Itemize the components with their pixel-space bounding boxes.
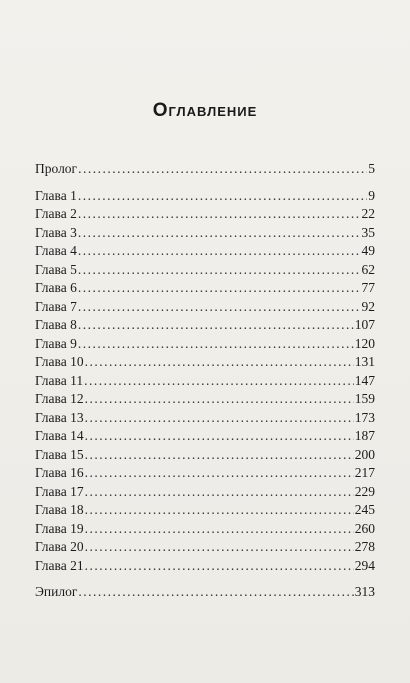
toc-entry-chapter	[35, 279, 375, 298]
toc-entry-page: 147	[354, 372, 375, 388]
toc-entry-chapter	[35, 501, 375, 520]
toc-entry-page: 62	[361, 261, 375, 277]
toc-entry-page: 77	[361, 280, 375, 295]
toc-entry-label: Глава 17	[35, 483, 84, 499]
chapter-list	[35, 187, 375, 576]
dot-leader	[78, 242, 361, 261]
dot-leader	[85, 464, 354, 483]
dot-leader	[78, 160, 367, 179]
table-of-contents	[35, 160, 375, 602]
toc-entry-label: Глава 6	[35, 280, 77, 295]
toc-entry-page: 187	[354, 428, 375, 443]
dot-leader	[78, 261, 361, 280]
toc-entry-page: 5	[368, 161, 375, 176]
toc-entry-label: Эпилог	[35, 584, 78, 599]
toc-entry-page: 131	[354, 354, 375, 369]
toc-entry-prologue	[35, 160, 375, 179]
toc-entry-page: 22	[361, 206, 375, 221]
dot-leader	[85, 557, 354, 576]
toc-entry-label: Глава 18	[35, 502, 84, 517]
toc-entry-label: Глава 4	[35, 243, 77, 258]
page-title: Оглавление	[152, 100, 258, 121]
dot-leader	[78, 335, 354, 354]
dot-leader	[85, 538, 354, 557]
spacer	[35, 575, 375, 583]
toc-entry-chapter	[35, 520, 375, 539]
toc-entry-label: Глава 7	[35, 298, 77, 314]
toc-entry-label: Глава 3	[35, 224, 77, 240]
toc-entry-label: Глава 2	[35, 206, 77, 221]
toc-entry-epilogue	[35, 583, 375, 602]
toc-entry-label: Глава 20	[35, 539, 84, 554]
spacer	[35, 179, 375, 187]
toc-entry-label: Глава 12	[35, 391, 84, 406]
toc-entry-label: Глава 8	[35, 317, 77, 332]
toc-entry-chapter	[35, 335, 375, 354]
dot-leader	[84, 372, 354, 391]
toc-entry-page: 278	[354, 539, 375, 554]
toc-entry-chapter	[35, 390, 375, 409]
toc-entry-chapter	[35, 261, 375, 280]
dot-leader	[78, 279, 361, 298]
dot-leader	[85, 353, 354, 372]
dot-leader	[85, 409, 354, 428]
toc-entry-label: Глава 15	[35, 446, 84, 462]
toc-entry-chapter	[35, 224, 375, 243]
toc-entry-page: 245	[354, 502, 375, 517]
toc-entry-page: 107	[354, 317, 375, 332]
dot-leader	[85, 483, 354, 502]
toc-entry-page: 159	[354, 391, 375, 406]
toc-entry-page: 120	[354, 335, 375, 351]
toc-entry-label: Глава 10	[35, 354, 84, 369]
toc-entry-page: 173	[354, 409, 375, 425]
toc-entry-chapter	[35, 298, 375, 317]
toc-entry-label: Глава 5	[35, 261, 77, 277]
dot-leader	[85, 427, 354, 446]
toc-entry-label: Глава 13	[35, 409, 84, 425]
toc-entry-chapter	[35, 205, 375, 224]
toc-entry-chapter	[35, 242, 375, 261]
dot-leader	[85, 520, 354, 539]
toc-entry-chapter	[35, 372, 375, 391]
toc-entry-label: Глава 1	[35, 187, 77, 203]
toc-entry-page: 229	[354, 483, 375, 499]
toc-entry-label: Глава 19	[35, 520, 84, 536]
toc-entry-chapter	[35, 557, 375, 576]
toc-entry-page: 260	[354, 520, 375, 536]
toc-entry-label: Глава 16	[35, 465, 84, 480]
toc-entry-chapter	[35, 409, 375, 428]
dot-leader	[85, 446, 354, 465]
dot-leader	[78, 316, 354, 335]
toc-entry-label: Пролог	[35, 161, 78, 176]
toc-entry-label: Глава 11	[35, 372, 84, 388]
dot-leader	[78, 298, 361, 317]
dot-leader	[85, 501, 354, 520]
toc-entry-chapter	[35, 446, 375, 465]
dot-leader	[78, 187, 367, 206]
toc-entry-page: 217	[354, 465, 375, 480]
toc-entry-chapter	[35, 427, 375, 446]
toc-entry-page: 92	[361, 298, 375, 314]
toc-entry-label: Глава 9	[35, 335, 77, 351]
toc-entry-chapter	[35, 316, 375, 335]
toc-entry-label: Глава 14	[35, 428, 84, 443]
toc-entry-chapter	[35, 464, 375, 483]
toc-entry-chapter	[35, 353, 375, 372]
toc-entry-page: 9	[368, 187, 375, 203]
toc-entry-page: 35	[361, 224, 375, 240]
toc-entry-chapter	[35, 483, 375, 502]
toc-entry-page: 313	[354, 584, 375, 599]
dot-leader	[78, 583, 353, 602]
toc-entry-label: Глава 21	[35, 557, 84, 573]
toc-entry-page: 200	[354, 446, 375, 462]
toc-entry-page: 49	[361, 243, 375, 258]
toc-entry-chapter	[35, 187, 375, 206]
dot-leader	[78, 205, 361, 224]
dot-leader	[85, 390, 354, 409]
toc-entry-page: 294	[354, 557, 375, 573]
toc-entry-chapter	[35, 538, 375, 557]
dot-leader	[78, 224, 361, 243]
